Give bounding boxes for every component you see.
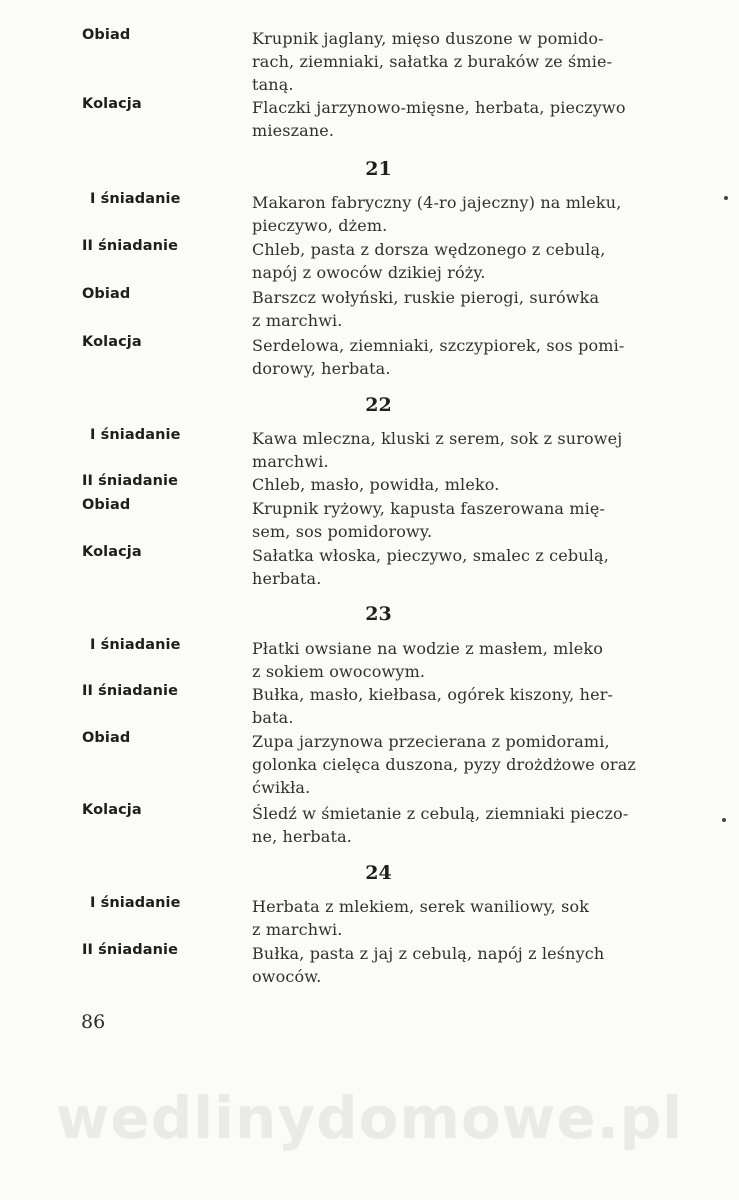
- meal-label: II śniadanie: [82, 942, 179, 958]
- meal-label: Kolacja: [82, 96, 142, 112]
- text-line: ne, herbata.: [252, 827, 353, 846]
- day-number: 24: [365, 862, 392, 884]
- text-line: Krupnik jaglany, mięso duszone w pomido-: [252, 29, 604, 48]
- text-line: ćwikła.: [252, 778, 311, 797]
- day-heading-21: [0, 158, 739, 180]
- watermark: wedlinydomowe.pl: [55, 1084, 684, 1152]
- meal-description: [252, 544, 676, 590]
- text-line: Bułka, pasta z jaj z cebulą, napój z leśnych: [252, 944, 605, 963]
- meal-description: [252, 238, 676, 284]
- meal-label: I śniadanie: [90, 427, 181, 443]
- text-line: Bułka, masło, kiełbasa, ogórek kiszony, her-: [252, 685, 614, 704]
- meal-label: Obiad: [82, 27, 131, 43]
- page-number: 86: [81, 1011, 106, 1033]
- text-line: z marchwi.: [252, 920, 343, 939]
- text-line: Sałatka włoska, pieczywo, smalec z cebulą,: [252, 546, 609, 565]
- text-line: herbata.: [252, 569, 322, 588]
- text-line: Chleb, masło, powidła, mleko.: [252, 475, 500, 494]
- meal-description: [252, 473, 676, 496]
- text-line: sem, sos pomidorowy.: [252, 522, 433, 541]
- meal-description: [252, 942, 676, 988]
- text-line: marchwi.: [252, 452, 329, 471]
- meal-label: Kolacja: [82, 334, 142, 350]
- text-line: rach, ziemniaki, sałatka z buraków ze śmie-: [252, 52, 613, 71]
- meal-label: I śniadanie: [90, 895, 181, 911]
- scan-speck: [722, 818, 726, 822]
- meal-description: [252, 497, 676, 543]
- meal-label: II śniadanie: [82, 683, 179, 699]
- scan-speck: [724, 196, 728, 200]
- day-heading-24: [0, 862, 739, 884]
- text-line: Makaron fabryczny (4-ro jajeczny) na mleku,: [252, 193, 622, 212]
- text-line: Barszcz wołyński, ruskie pierogi, surówka: [252, 288, 600, 307]
- meal-description: [252, 96, 676, 142]
- day-heading-22: [0, 394, 739, 416]
- text-line: Płatki owsiane na wodzie z masłem, mleko: [252, 639, 603, 658]
- meal-label: Kolacja: [82, 802, 142, 818]
- day-heading-23: [0, 603, 739, 625]
- meal-label: II śniadanie: [82, 238, 179, 254]
- text-line: Krupnik ryżowy, kapusta faszerowana mię-: [252, 499, 606, 518]
- meal-label: Obiad: [82, 497, 131, 513]
- meal-description: [252, 730, 676, 799]
- text-line: dorowy, herbata.: [252, 359, 391, 378]
- meal-label: II śniadanie: [82, 473, 179, 489]
- text-line: z sokiem owocowym.: [252, 662, 426, 681]
- text-line: taną.: [252, 75, 294, 94]
- meal-label: Kolacja: [82, 544, 142, 560]
- day-number: 21: [365, 158, 392, 180]
- text-line: mieszane.: [252, 121, 335, 140]
- meal-description: [252, 286, 676, 332]
- text-line: golonka cielęca duszona, pyzy drożdżowe oraz: [252, 755, 636, 774]
- meal-description: [252, 895, 676, 941]
- meal-description: [252, 427, 676, 473]
- text-line: Kawa mleczna, kluski z serem, sok z surowej: [252, 429, 623, 448]
- text-line: Flaczki jarzynowo-mięsne, herbata, pieczywo: [252, 98, 626, 117]
- meal-description: [252, 334, 676, 380]
- day-number: 23: [365, 603, 392, 625]
- text-line: Śledź w śmietanie z cebulą, ziemniaki pieczo-: [252, 804, 629, 823]
- text-line: Herbata z mlekiem, serek waniliowy, sok: [252, 897, 590, 916]
- text-line: owoców.: [252, 967, 322, 986]
- text-line: Zupa jarzynowa przecierana z pomidorami,: [252, 732, 610, 751]
- text-line: z marchwi.: [252, 311, 343, 330]
- text-line: pieczywo, dżem.: [252, 216, 388, 235]
- day-number: 22: [365, 394, 392, 416]
- text-line: Chleb, pasta z dorsza wędzonego z cebulą,: [252, 240, 606, 259]
- meal-label: Obiad: [82, 730, 131, 746]
- meal-label: I śniadanie: [90, 191, 181, 207]
- meal-description: [252, 802, 676, 848]
- meal-description: [252, 637, 676, 683]
- meal-description: [252, 27, 676, 96]
- text-line: bata.: [252, 708, 294, 727]
- text-line: napój z owoców dzikiej róży.: [252, 263, 486, 282]
- meal-label: I śniadanie: [90, 637, 181, 653]
- meal-description: [252, 191, 676, 237]
- meal-description: [252, 683, 676, 729]
- meal-label: Obiad: [82, 286, 131, 302]
- text-line: Serdelowa, ziemniaki, szczypiorek, sos pomi-: [252, 336, 625, 355]
